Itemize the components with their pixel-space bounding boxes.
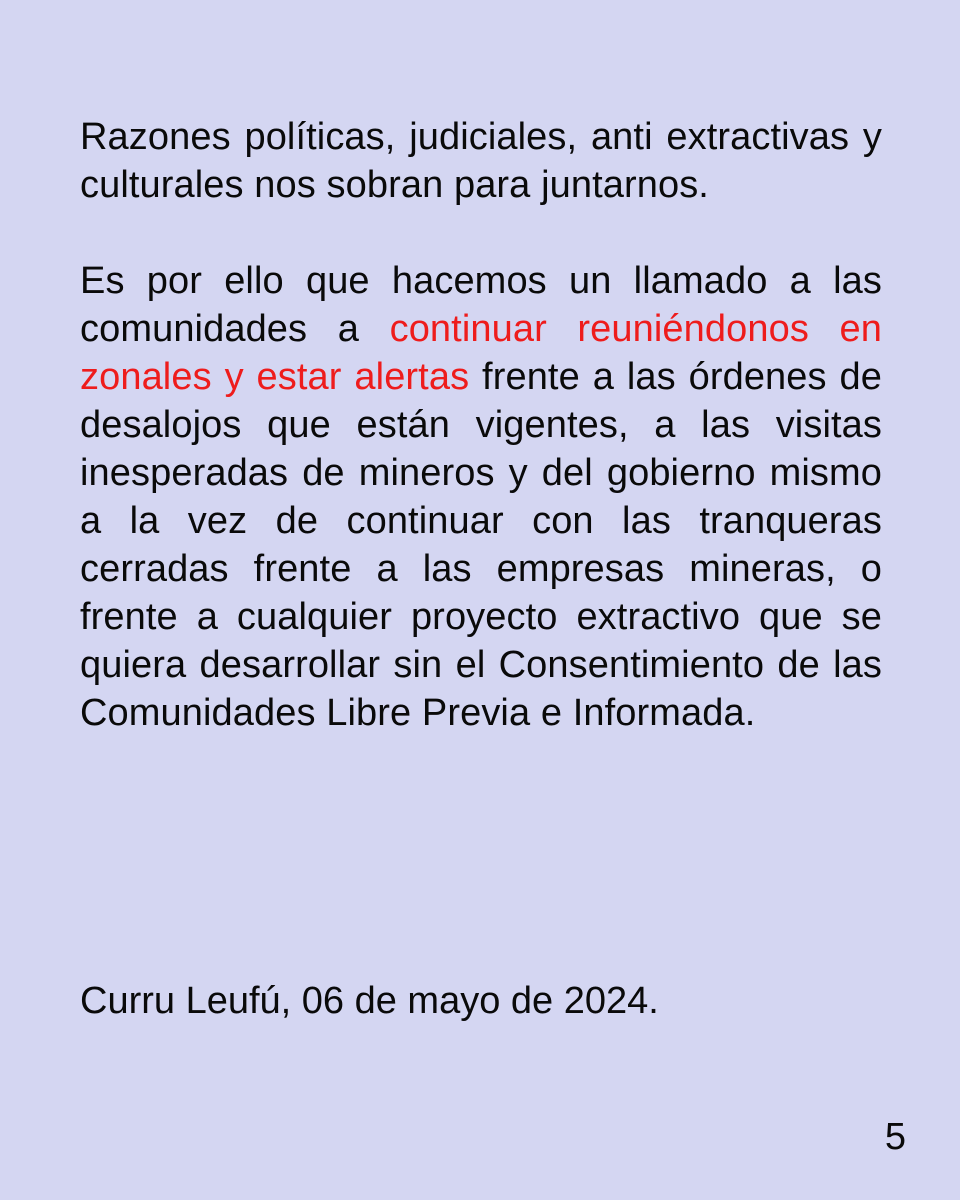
paragraph-call-rest: frente a las órdenes de desalojos que están vigentes, a las visitas inesperadas de mineros y del gobierno mismo a la vez de continuar con las tranqueras cerradas frente a las empresas mineras, o frente a cualquier proyecto extractivo que se quiera desarrollar sin el Consentimiento de las Comunidades Libre Previa e Informada. <box>80 356 882 734</box>
body-text <box>80 113 882 737</box>
paragraph-call-to-action <box>80 257 882 737</box>
page-number: 5 <box>884 1116 906 1158</box>
highlighted-call: continuar reuniéndonos en zonales y estar alertas <box>80 308 882 398</box>
paragraph-reasons: Razones políticas, judiciales, anti extractivas y culturales nos sobran para juntarnos. <box>80 116 882 206</box>
place-and-date: Curru Leufú, 06 de mayo de 2024. <box>80 980 659 1022</box>
paragraph-call-intro: Es por ello que hacemos un llamado a las comunidades a <box>80 260 882 350</box>
